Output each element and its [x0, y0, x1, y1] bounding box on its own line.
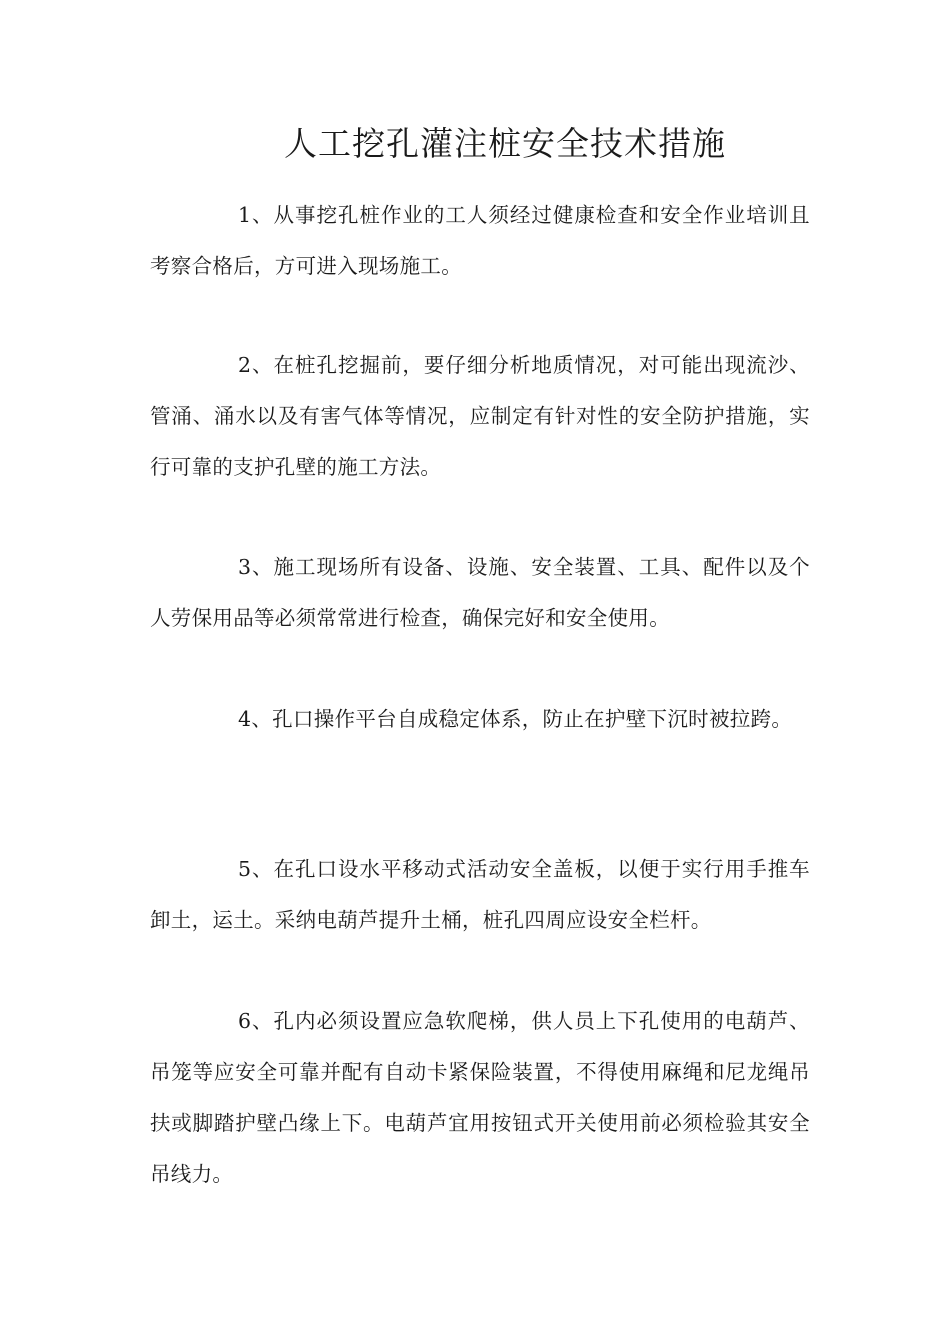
paragraph-2: 2、在桩孔挖掘前，要仔细分析地质情况，对可能出现流沙、管涌、涌水以及有害气体等情况，应制定有针对性的安全防护措施，实行可靠的支护孔壁的施工方法。	[150, 353, 810, 479]
document-title: 人工挖孔灌注桩安全技术措施	[284, 124, 726, 163]
paragraph-4: 4、孔口操作平台自成稳定体系，防止在护壁下沉时被拉跨。	[238, 707, 793, 731]
paragraph-6: 6、孔内必须设置应急软爬梯，供人员上下孔使用的电葫芦、吊笼等应安全可靠并配有自动卡紧保险装置，不得使用麻绳和尼龙绳吊扶或脚踏护壁凸缘上下。电葫芦宜用按钮式开关使用前必须检验其安全吊线力。	[150, 1009, 810, 1186]
paragraph-5: 5、在孔口设水平移动式活动安全盖板，以便于实行用手推车卸土，运土。采纳电葫芦提升土桶，桩孔四周应设安全栏杆。	[150, 857, 810, 932]
paragraph-3: 3、施工现场所有设备、设施、安全装置、工具、配件以及个人劳保用品等必须常常进行检查，确保完好和安全使用。	[150, 555, 810, 630]
paragraph-1: 1、从事挖孔桩作业的工人须经过健康检查和安全作业培训且考察合格后，方可进入现场施工。	[150, 203, 810, 278]
